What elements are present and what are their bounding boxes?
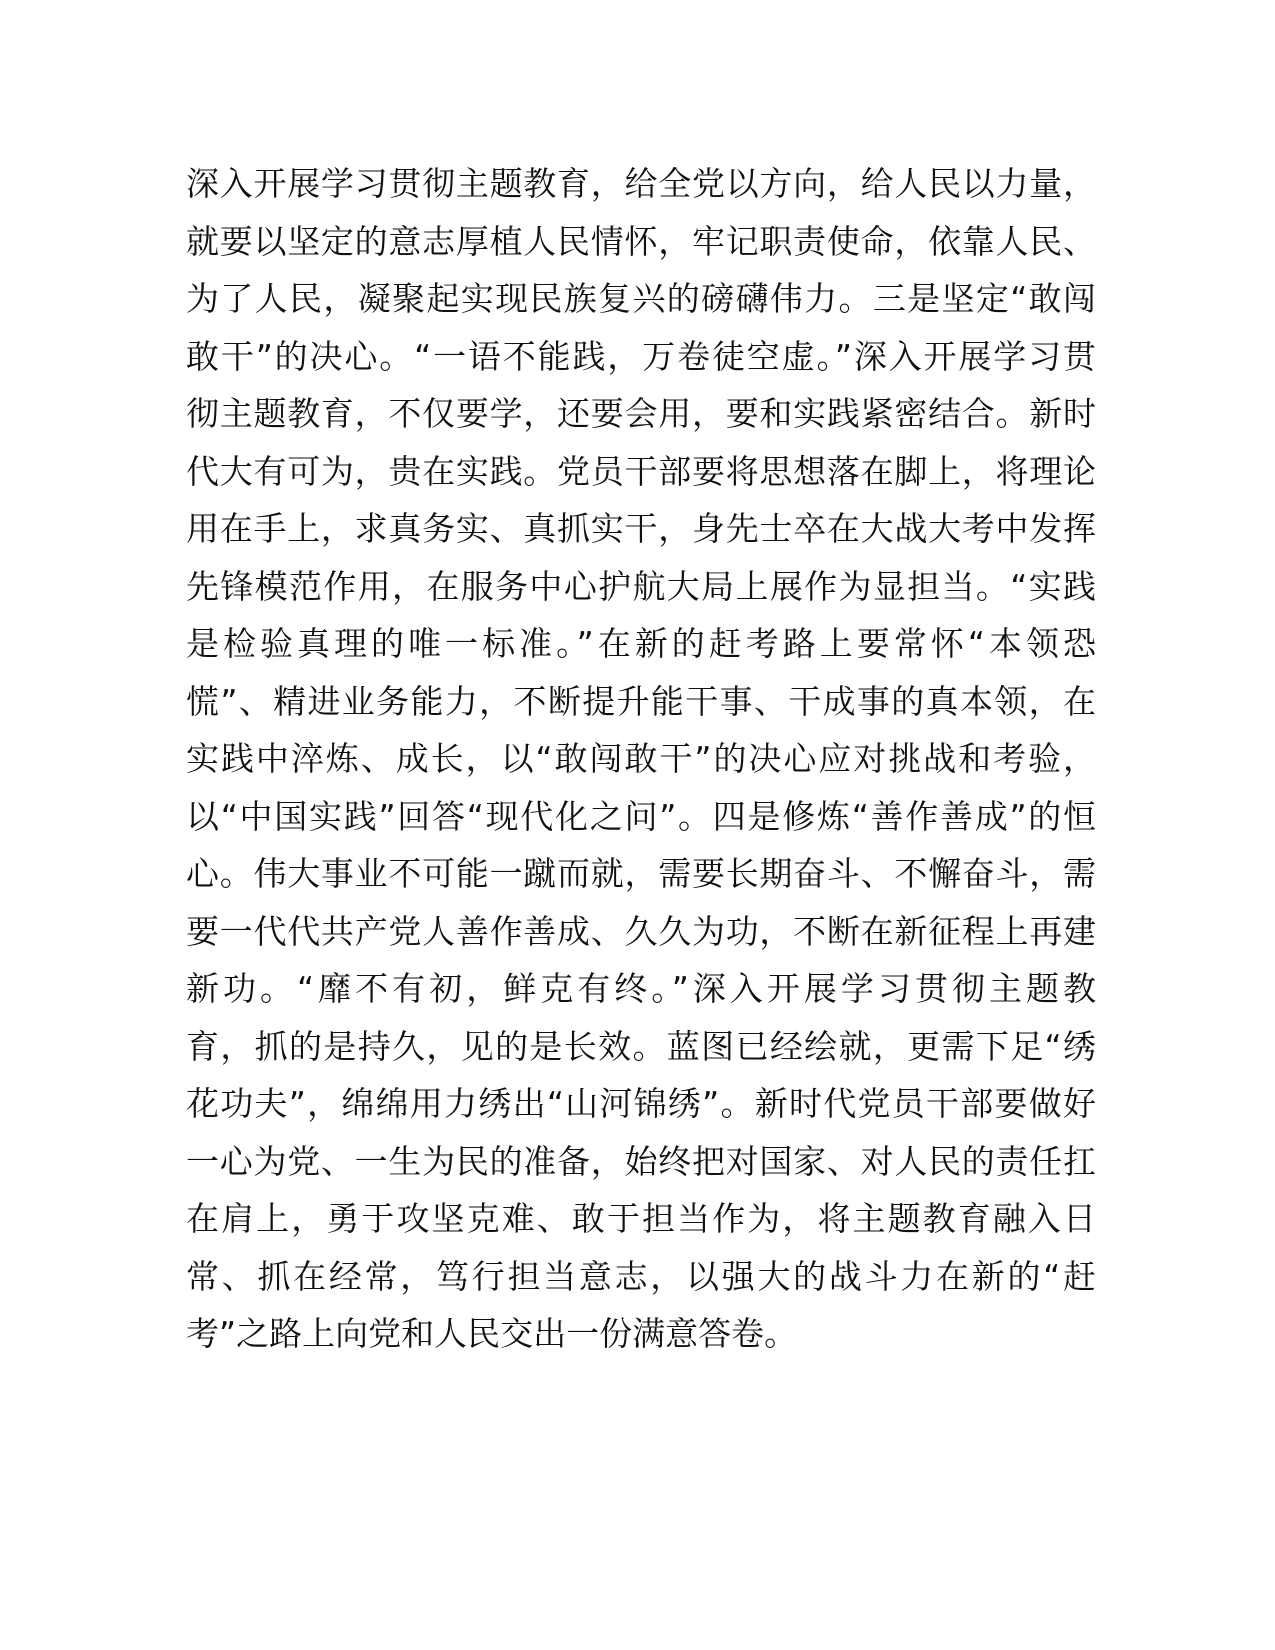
text-line: 花功夫”，绵绵用力绣出“山河锦绣”。新时代党员干部要做好 bbox=[186, 1084, 1096, 1123]
text-line: 育，抓的是持久，见的是长效。蓝图已经绘就，更需下足“绣 bbox=[186, 1026, 1096, 1066]
text-line: 为了人民，凝聚起实现民族复兴的磅礴伟力。三是坚定“敢闯 bbox=[186, 279, 1096, 318]
text-line: 代大有可为，贵在实践。党员干部要将思想落在脚上，将理论 bbox=[186, 451, 1096, 491]
text-line: 深入开展学习贯彻主题教育，给全党以方向，给人民以力量， bbox=[186, 164, 1096, 203]
text-line: 先锋模范作用，在服务中心护航大局上展作为显担当。“实践 bbox=[186, 566, 1096, 606]
text-line: 敢干”的决心。“一语不能践，万卷徒空虚。”深入开展学习贯 bbox=[186, 336, 1096, 376]
text-line: 彻主题教育，不仅要学，还要会用，要和实践紧密结合。新时 bbox=[186, 394, 1096, 433]
text-line: 考”之路上向党和人民交出一份满意答卷。 bbox=[186, 1314, 798, 1353]
text-line: 慌”、精进业务能力，不断提升能干事、干成事的真本领，在 bbox=[186, 681, 1096, 721]
text-line: 用在手上，求真务实、真抓实干，身先士卒在大战大考中发挥 bbox=[186, 509, 1096, 548]
text-line: 以“中国实践”回答“现代化之问”。四是修炼“善作善成”的恒 bbox=[186, 796, 1096, 836]
text-line: 常、抓在经常，笃行担当意志，以强大的战斗力在新的“赶 bbox=[186, 1256, 1096, 1296]
text-line: 要一代代共产党人善作善成、久久为功，不断在新征程上再建 bbox=[186, 911, 1096, 951]
text-line: 新功。“靡不有初，鲜克有终。”深入开展学习贯彻主题教 bbox=[186, 969, 1096, 1008]
text-line: 在肩上，勇于攻坚克难、敢于担当作为，将主题教育融入日 bbox=[186, 1199, 1096, 1238]
text-line: 就要以坚定的意志厚植人民情怀，牢记职责使命，依靠人民、 bbox=[186, 221, 1096, 261]
text-line: 心。伟大事业不可能一蹴而就，需要长期奋斗、不懈奋斗，需 bbox=[186, 854, 1096, 893]
text-line: 一心为党、一生为民的准备，始终把对国家、对人民的责任扛 bbox=[186, 1141, 1096, 1181]
text-line: 是检验真理的唯一标准。”在新的赶考路上要常怀“本领恐 bbox=[186, 624, 1096, 663]
text-line: 实践中淬炼、成长，以“敢闯敢干”的决心应对挑战和考验， bbox=[186, 739, 1096, 778]
body-paragraph bbox=[186, 155, 1096, 1363]
